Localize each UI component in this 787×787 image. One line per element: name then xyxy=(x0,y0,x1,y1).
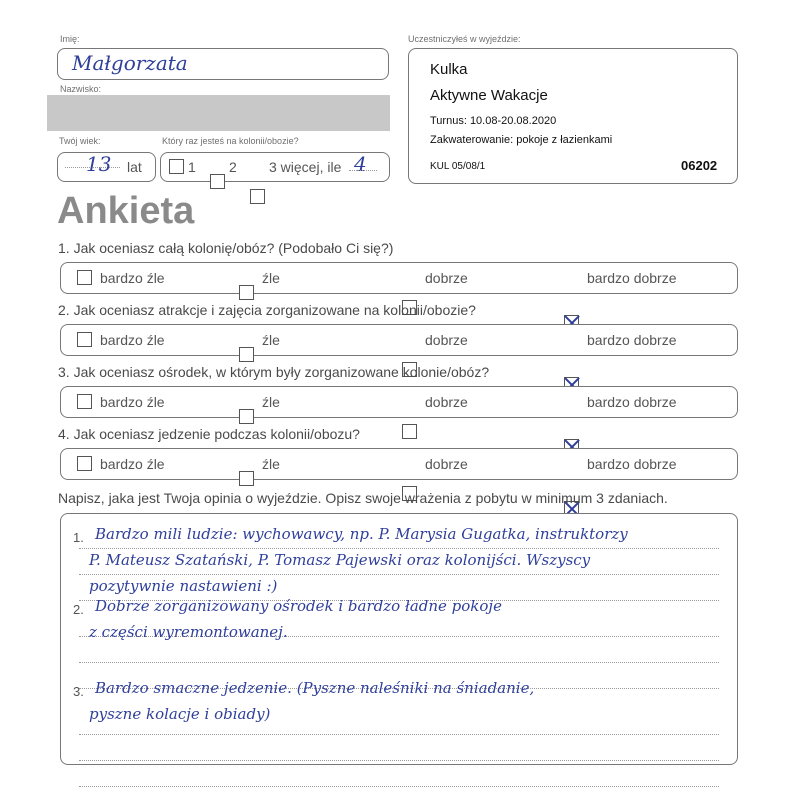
opinion-item-number: 3. xyxy=(73,684,84,699)
times-value: 4 xyxy=(354,152,367,176)
camp-label: Uczestniczyłeś w wyjeździe: xyxy=(408,34,521,44)
opinion-handwritten-line: P. Mateusz Szatański, P. Tomasz Pajewski oraz kolonijści. Wszyscy xyxy=(89,551,591,569)
question-1-option-label: bardzo dobrze xyxy=(587,270,677,286)
opinion-box[interactable] xyxy=(60,513,738,765)
question-2-option-label: dobrze xyxy=(425,332,468,348)
times-checkbox-1[interactable] xyxy=(169,159,184,174)
question-1-options xyxy=(60,262,738,294)
opinion-handwritten-line: z części wyremontowanej. xyxy=(89,623,288,641)
question-4-checkbox-1[interactable] xyxy=(77,456,92,471)
survey-title: Ankieta xyxy=(57,190,195,232)
question-2-checkbox-1[interactable] xyxy=(77,332,92,347)
writing-line xyxy=(79,548,719,549)
times-checkbox-3[interactable] xyxy=(250,189,265,204)
opinion-handwritten-line: pyszne kolacje i obiady) xyxy=(89,705,271,723)
question-3-option-label: bardzo dobrze xyxy=(587,394,677,410)
question-4-text: 4. Jak oceniasz jedzenie podczas kolonii/obozu? xyxy=(58,426,360,442)
question-2-options xyxy=(60,324,738,356)
question-2-option-label: bardzo źle xyxy=(100,332,165,348)
opinion-handwritten-line: pozytywnie nastawieni :) xyxy=(89,577,278,595)
age-label: Twój wiek: xyxy=(59,136,101,146)
question-4-options xyxy=(60,448,738,480)
writing-line xyxy=(79,574,719,575)
question-3-checkbox-3[interactable] xyxy=(402,424,417,439)
question-4-option-label: źle xyxy=(262,456,280,472)
question-3-checkbox-1[interactable] xyxy=(77,394,92,409)
times-dotline xyxy=(349,170,377,171)
camp-program: Aktywne Wakacje xyxy=(430,87,548,104)
camp-code: KUL 05/08/1 xyxy=(430,161,486,172)
writing-line xyxy=(79,662,719,663)
question-1-checkbox-2[interactable] xyxy=(239,285,254,300)
camp-name: Kulka xyxy=(430,61,468,78)
camp-accommodation: Zakwaterowanie: pokoje z łazienkami xyxy=(430,134,613,146)
camp-number: 06202 xyxy=(681,158,718,173)
question-3-option-label: źle xyxy=(262,394,280,410)
question-4-option-label: dobrze xyxy=(425,456,468,472)
question-1-checkbox-1[interactable] xyxy=(77,270,92,285)
age-field[interactable] xyxy=(57,152,156,182)
question-1-option-label: dobrze xyxy=(425,270,468,286)
opinion-handwritten-line: Bardzo mili ludzie: wychowawcy, np. P. Marysia Gugatka, instruktorzy xyxy=(95,525,628,543)
question-3-option-label: bardzo źle xyxy=(100,394,165,410)
writing-line xyxy=(79,734,719,735)
question-4-checkbox-2[interactable] xyxy=(239,471,254,486)
times-field xyxy=(160,152,390,182)
opinion-item-number: 1. xyxy=(73,530,84,545)
times-option-2: 2 xyxy=(229,159,237,175)
question-1-option-label: bardzo źle xyxy=(100,270,165,286)
opinion-item-number: 2. xyxy=(73,602,84,617)
question-1-text: 1. Jak oceniasz całą kolonię/obóz? (Podobało Ci się?) xyxy=(58,240,394,256)
question-1-option-label: źle xyxy=(262,270,280,286)
times-label: Który raz jesteś na kolonii/obozie? xyxy=(162,136,299,146)
opinion-handwritten-line: Dobrze zorganizowany ośrodek i bardzo ładne pokoje xyxy=(95,597,502,615)
question-3-text: 3. Jak oceniasz ośrodek, w którym były zorganizowane kolonie/obóz? xyxy=(58,364,490,380)
first-name-value: Małgorzata xyxy=(72,51,188,75)
last-name-redacted xyxy=(47,95,390,131)
camp-info-box xyxy=(408,48,738,184)
question-3-checkbox-2[interactable] xyxy=(239,409,254,424)
question-3-options xyxy=(60,386,738,418)
opinion-handwritten-line: Bardzo smaczne jedzenie. (Pyszne naleśniki na śniadanie, xyxy=(95,679,535,697)
camp-turnus: Turnus: 10.08-20.08.2020 xyxy=(430,115,557,127)
writing-line xyxy=(79,760,719,761)
age-unit: lat xyxy=(127,159,142,175)
question-2-text: 2. Jak oceniasz atrakcje i zajęcia zorganizowane na kolonii/obozie? xyxy=(58,302,476,318)
question-3-option-label: dobrze xyxy=(425,394,468,410)
opinion-prompt: Napisz, jaka jest Twoja opinia o wyjeździe. Opisz swoje wrażenia z pobytu w minimum 3 zdaniach. xyxy=(58,490,668,506)
age-value: 13 xyxy=(86,152,112,176)
question-4-option-label: bardzo dobrze xyxy=(587,456,677,472)
first-name-field[interactable] xyxy=(57,48,389,80)
question-4-option-label: bardzo źle xyxy=(100,456,165,472)
last-name-label: Nazwisko: xyxy=(60,84,102,94)
times-option-3: 3 więcej, ile xyxy=(269,159,342,175)
times-option-1: 1 xyxy=(188,159,196,175)
times-checkbox-2[interactable] xyxy=(210,174,225,189)
question-2-option-label: bardzo dobrze xyxy=(587,332,677,348)
first-name-label: Imię: xyxy=(60,34,80,44)
question-2-checkbox-2[interactable] xyxy=(239,347,254,362)
question-2-option-label: źle xyxy=(262,332,280,348)
